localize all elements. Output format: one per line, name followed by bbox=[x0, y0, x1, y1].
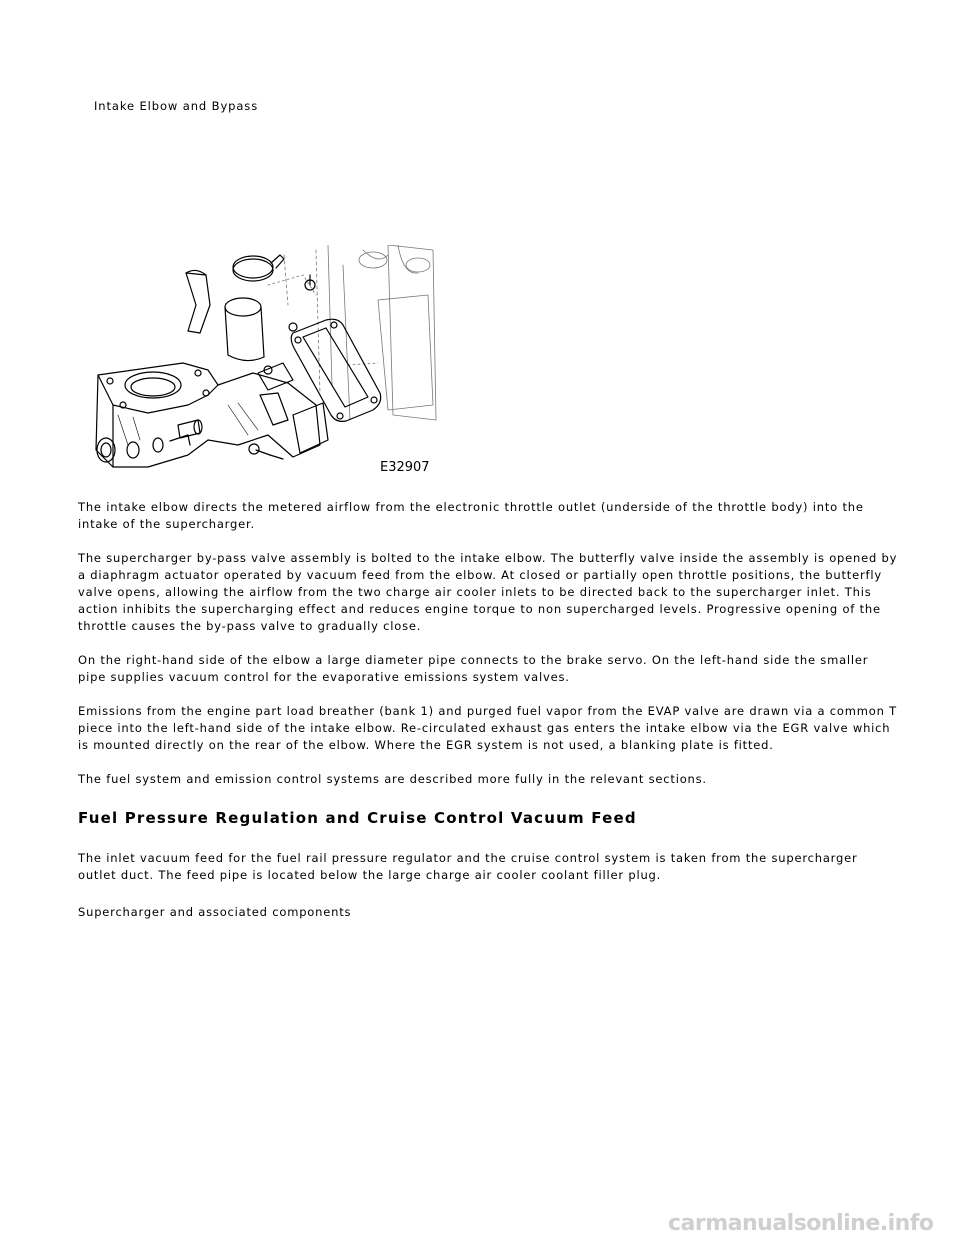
paragraph-elbow-pipes: On the right-hand side of the elbow a large diameter pipe connects to the brake servo. On the left-hand side the smaller pipe supplies vacuum control for the evaporative emissions system valves. bbox=[78, 653, 869, 684]
section-heading: Fuel Pressure Regulation and Cruise Control Vacuum Feed bbox=[78, 809, 637, 827]
next-section-caption: Supercharger and associated components bbox=[78, 905, 352, 919]
paragraph-vacuum-feed: The inlet vacuum feed for the fuel rail pressure regulator and the cruise control system is taken from the supercharger outlet duct. The feed pipe is located below the large charge air cooler coolant filler plug. bbox=[78, 851, 858, 882]
intake-elbow-illustration bbox=[88, 245, 448, 475]
watermark-logo bbox=[664, 1204, 954, 1238]
paragraph-intake-elbow: The intake elbow directs the metered airflow from the electronic throttle outlet (underside of the throttle body) into the intake of the supercharger. bbox=[78, 500, 864, 531]
watermark-text: carmanualsonline.info bbox=[668, 1211, 934, 1236]
paragraph-emissions: Emissions from the engine part load breather (bank 1) and purged fuel vapor from the EVAP valve are drawn via a common T piece into the left-hand side of the intake elbow. Re-circulated exhaust gas enters the intake elbow via the EGR valve which is mounted directly on the rear of the elbow. Where the EGR system is not used, a blanking plate is fitted. bbox=[78, 704, 897, 752]
paragraph-systems-reference: The fuel system and emission control systems are described more fully in the relevant sections. bbox=[78, 772, 707, 786]
paragraph-bypass-valve: The supercharger by-pass valve assembly is bolted to the intake elbow. The butterfly valve inside the assembly is opened by a diaphragm actuator operated by vacuum feed from the elbow. At closed or partially open throttle positions, the butterfly valve opens, allowing the airflow from the two charge air cooler inlets to be directed back to the supercharger inlet. This action inhibits the supercharging effect and reduces engine torque to non supercharged levels. Progressive opening of the throttle causes the by-pass valve to gradually close. bbox=[78, 551, 898, 633]
section-caption: Intake Elbow and Bypass bbox=[94, 99, 259, 113]
figure-code: E32907 bbox=[380, 460, 430, 475]
